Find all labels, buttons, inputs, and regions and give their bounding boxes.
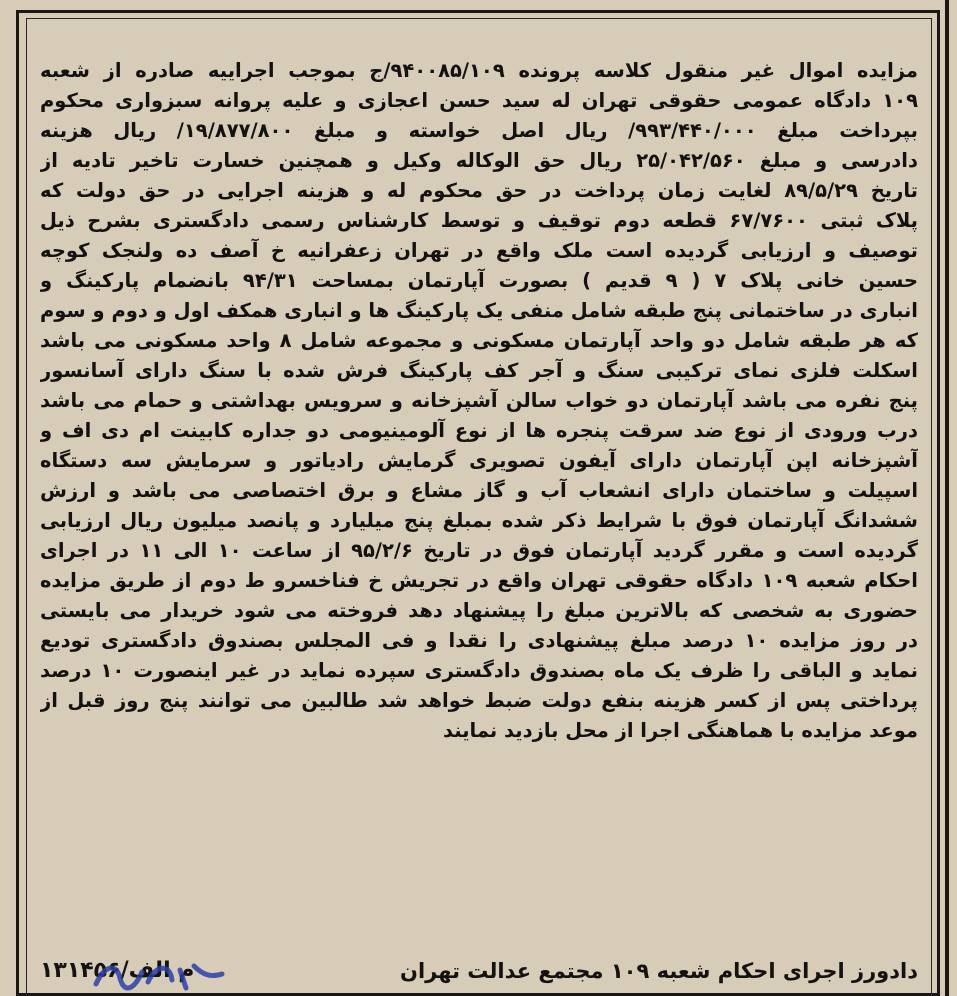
notice-line: مزایده اموال غیر منقول کلاسه پرونده ۹۴۰۰۸۵/۱۰۹/ج بموجب اجراییه صادره از شعبه bbox=[40, 59, 918, 82]
notice-line: ششدانگ آپارتمان فوق با شرایط ذکر شده بمبلغ پنج میلیارد و پانصد میلیون ریال ارزیابی bbox=[40, 509, 918, 532]
notice-line: نماید و الباقی را ظرف یک ماه بصندوق دادگستری سپرده نماید در غیر اینصورت ۱۰ درصد bbox=[40, 659, 918, 682]
handwritten-mark-icon bbox=[90, 944, 230, 996]
notice-line: احکام شعبه ۱۰۹ دادگاه حقوقی تهران واقع در تجریش خ فناخسرو ط دوم از طریق مزایده bbox=[40, 569, 918, 592]
notice-line: پلاک ثبتی ۶۷/۷۶۰۰ قطعه دوم توقیف و توسط کارشناس رسمی دادگستری بشرح ذیل bbox=[40, 209, 918, 232]
notice-line: موعد مزایده با هماهنگی اجرا از محل بازدید نمایند bbox=[442, 719, 918, 742]
notice-line: پنج نفره می باشد آپارتمان دو خواب سالن آشپزخانه و سرویس بهداشتی و حمام می باشد bbox=[40, 389, 918, 412]
notice-line: دادرسی و مبلغ ۲۵/۰۴۲/۵۶۰ ریال حق الوکاله وکیل و همچنین خسارت تاخیر تادیه از bbox=[40, 149, 918, 172]
auction-notice-body bbox=[40, 56, 918, 746]
notice-line: توصیف و ارزیابی گردیده است ملک واقع در تهران زعفرانیه خ آصف ده ولنجک کوچه bbox=[40, 239, 918, 262]
notice-line: بپرداخت مبلغ ۹۹۳/۴۴۰/۰۰۰/ ریال اصل خواسته و مبلغ ۱۹/۸۷۷/۸۰۰/ ریال هزینه bbox=[40, 119, 918, 142]
notice-line: حضوری به شخصی که بالاترین مبلغ را پیشنهاد دهد فروخته می شود خریدار می بایستی bbox=[40, 599, 918, 622]
notice-line: حسین خانی پلاک ۷ ( ۹ قدیم ) بصورت آپارتمان بمساحت ۹۴/۳۱ بانضمام پارکینگ و bbox=[40, 269, 918, 292]
notice-line: اسپیلت و ساختمان دارای انشعاب آب و گاز مشاع و برق اختصاصی می باشد و ارزش bbox=[40, 479, 918, 502]
notice-line: اسکلت فلزی نمای ترکیبی سنگ و آجر کف پارکینگ فرش شده با سنگ دارای آسانسور bbox=[40, 359, 918, 382]
reference-number: ۱۳۱۴۵۶/م الف bbox=[40, 958, 195, 983]
notice-line: پرداختی پس از کسر هزینه بنفع دولت ضبط خواهد شد طالبین می توانند پنج روز قبل از bbox=[40, 689, 918, 712]
notice-line: انباری در ساختمانی پنج طبقه شامل منفی یک پارکینگ ها و انباری همکف اول و دوم و سوم bbox=[40, 299, 918, 322]
notice-line: درب ورودی از نوع ضد سرقت پنجره ها از نوع آلومینیومی دو جداره کابینت ام دی اف و bbox=[40, 419, 918, 442]
notice-line: که هر طبقه شامل دو واحد آپارتمان مسکونی و مجموعه شامل ۸ واحد مسکونی می باشد bbox=[40, 329, 918, 352]
notice-line: آشپزخانه اپن آپارتمان دارای آیفون تصویری گرمایش رادیاتور و سرمایش سه دستگاه bbox=[40, 449, 918, 472]
notice-line: در روز مزایده ۱۰ درصد مبلغ پیشنهادی را نقدا و فی المجلس بصندوق دادگستری تودیع bbox=[40, 629, 918, 652]
signature-line: دادورز اجرای احکام شعبه ۱۰۹ مجتمع عدالت تهران bbox=[400, 959, 918, 983]
notice-line: ۱۰۹ دادگاه عمومی حقوقی تهران له سید حسن اعجازی و علیه پروانه سبزواری محکوم bbox=[40, 89, 918, 112]
notice-line: گردیده است و مقرر گردید آپارتمان فوق در تاریخ ۹۵/۲/۶ از ساعت ۱۰ الی ۱۱ در اجرای bbox=[40, 539, 918, 562]
right-edge-rule bbox=[945, 0, 949, 996]
notice-line: تاریخ ۸۹/۵/۲۹ لغایت زمان پرداخت در حق محکوم له و هزینه اجرایی در حق دولت که bbox=[40, 179, 918, 202]
